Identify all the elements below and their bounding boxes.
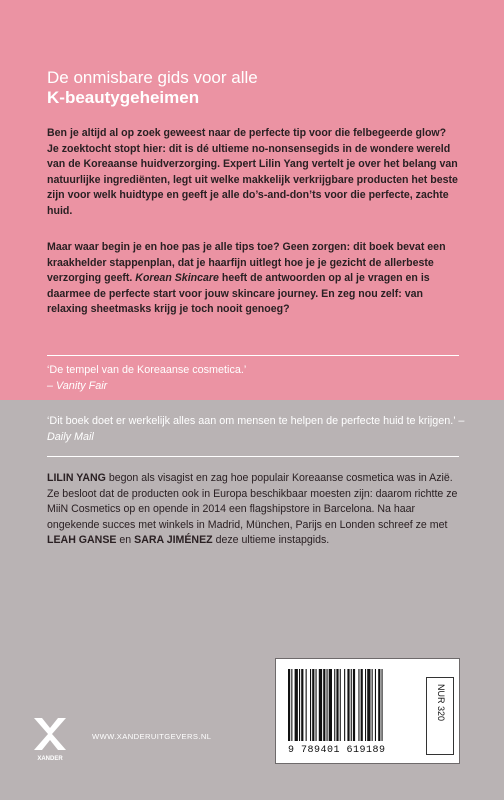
blurb-p2-before: Maar waar begin je en hoe pas je alle tips toe? Geen zorgen: dit boek bevat een kraakhelder stappenplan, dat je haarfijn uitlegt hoe je je gezicht de allerbeste verzorging geeft. xyxy=(47,241,446,285)
author-name: LILIN YANG xyxy=(47,472,106,484)
quote2-source: – Daily Mail xyxy=(47,415,465,443)
blurb-paragraph-2 xyxy=(47,240,459,318)
nur-label: NUR 320 xyxy=(436,684,446,722)
barcode-bars xyxy=(286,669,423,741)
bio-text-3: deze ultieme instapgids. xyxy=(212,534,330,547)
bio-text-1: begon als visagist en zag hoe populair Koreaanse cosmetica was in Azië. Ze besloot dat de producten ook in Europa beschikbaar moesten zijn: daarom richtte ze MiiN Cosmetics op en opende in 2014 een flagshipstore in Barcelona. Na haar ongekende succes met winkels in Madrid, München, Parijs en Londen schreef ze met xyxy=(47,472,458,531)
coauthor-2: SARA JIMÉNEZ xyxy=(134,534,213,547)
blurb-paragraph-1: Ben je altijd al op zoek geweest naar de perfecte tip voor die felbegeerde glow? Je zoektocht stopt hier: dit is dé ultieme no-nonsensegids in de wondere wereld van de Koreaanse huidverzorging. Expert Lilin Yang vertelt je over het belang van natuurlijke ingrediënten, legt uit welke makkelijk verkrijgbare producten het beste zijn voor welk huidtype en geeft je alle do’s-and-don’ts voor die perfecte, zachte huid. xyxy=(47,127,458,217)
divider-2 xyxy=(47,456,459,457)
isbn-number: 9 789401 619189 xyxy=(288,745,386,756)
book-title: Korean Skincare xyxy=(135,272,219,285)
barcode-box xyxy=(275,658,460,764)
headline-line2: K-beautygeheimen xyxy=(47,88,200,107)
logo-text: XANDER xyxy=(37,756,63,762)
quote-vanity-fair xyxy=(47,363,467,394)
quote1-text: ‘De tempel van de Koreaanse cosmetica.’ xyxy=(47,364,247,376)
bio-text-2: en xyxy=(116,534,135,547)
divider-1 xyxy=(47,355,459,356)
headline-line1: De onmisbare gids voor alle xyxy=(47,68,258,87)
nur-label-box xyxy=(426,677,454,755)
xander-logo-icon xyxy=(30,716,70,764)
author-bio xyxy=(47,471,459,549)
coauthor-1: LEAH GANSE xyxy=(47,534,117,547)
headline xyxy=(47,68,467,108)
publisher-url: WWW.XANDERUITGEVERS.NL xyxy=(92,732,212,741)
quote-daily-mail xyxy=(47,414,467,445)
quote2-text: ‘Dit boek doet er werkelijk alles aan om mensen te helpen de perfecte huid te krijgen.’ xyxy=(47,415,459,427)
blurb-p2-after: heeft de antwoorden op al je vragen en is daarmee de perfecte start voor jouw skincare journey. En zeg nou zelf: van relaxing sheetmasks krijg je toch nooit genoeg? xyxy=(47,272,430,316)
quote1-source: – Vanity Fair xyxy=(47,379,108,392)
